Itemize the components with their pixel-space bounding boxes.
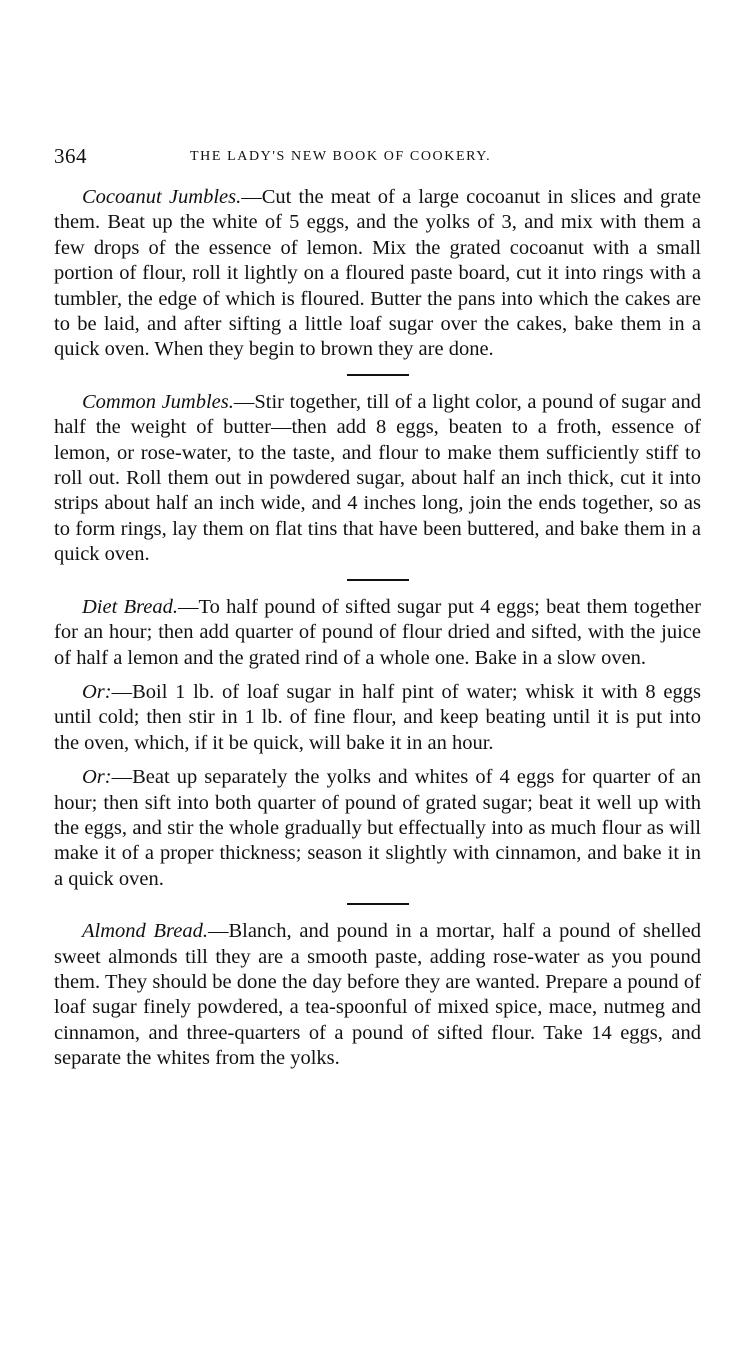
recipe-variant-or-1 <box>54 680 701 756</box>
section-divider <box>347 374 409 376</box>
page-number: 364 <box>54 144 87 168</box>
section-divider <box>347 579 409 581</box>
recipe-title: Or: <box>82 766 112 789</box>
recipe-text: —To half pound of sifted sugar put 4 eggs; beat them together for an hour; then add quarter of pound of flour dried and sifted, with the juice of half a lemon and the grated rind of a whole one. Bake in a slow oven. <box>54 595 701 669</box>
recipe-title: Or: <box>82 680 112 703</box>
recipe-common-jumbles <box>54 390 701 568</box>
page-header <box>54 144 704 170</box>
recipe-title: Diet Bread. <box>82 595 179 618</box>
recipe-text: —Stir together, till of a light color, a pound of sugar and half the weight of butter—then add 8 eggs, beaten to a froth, essence of lemon, or rose-water, to the taste, and flour to make them sufficiently stiff to roll out. Roll them out in powdered sugar, about half an inch thick, cut it into strips about half an inch wide, and 4 inches long, join the ends together, so as to form rings, lay them on flat tins that have been buttered, and bake them in a quick oven. <box>54 390 701 566</box>
section-divider <box>347 903 409 905</box>
recipe-diet-bread <box>54 595 701 671</box>
page-body <box>54 185 701 1072</box>
recipe-title: Almond Bread. <box>82 920 208 943</box>
recipe-cocoanut-jumbles <box>54 185 701 363</box>
recipe-text: —Beat up separately the yolks and whites of 4 eggs for quarter of an hour; then sift into both quarter of pound of grated sugar; beat it well up with the eggs, and stir the whole gradually but effectually into as much flour as will make it of a proper thickness; season it slightly with cinnamon, and bake it in a quick oven. <box>54 766 701 890</box>
recipe-title: Cocoanut Jumbles. <box>82 186 242 208</box>
recipe-text: —Boil 1 lb. of loaf sugar in half pint of water; whisk it with 8 eggs until cold; then stir in 1 lb. of fine flour, and keep beating until it is put into the oven, which, if it be quick, will bake it in an hour. <box>54 680 701 754</box>
recipe-almond-bread <box>54 919 701 1071</box>
running-head: THE LADY'S NEW BOOK OF COOKERY. <box>190 149 492 164</box>
recipe-title: Common Jumbles. <box>82 390 234 413</box>
recipe-text: —Cut the meat of a large cocoanut in slices and grate them. Beat up the white of 5 eggs, and the yolks of 3, and mix with them a few drops of the essence of lemon. Mix the grated cocoanut with a small portion of flour, roll it lightly on a floured paste board, cut it into rings with a tumbler, the edge of which is floured. Butter the pans into which the cakes are to be laid, and after sifting a little loaf sugar over the cakes, bake them in a quick oven. When they begin to brown they are done. <box>54 186 701 361</box>
recipe-variant-or-2 <box>54 765 701 892</box>
recipe-text: —Blanch, and pound in a mortar, half a pound of shelled sweet almonds till they are a smooth paste, adding rose-water as you pound them. They should be done the day before they are wanted. Prepare a pound of loaf sugar finely powdered, a tea-spoonful of mixed spice, mace, nutmeg and cinnamon, and three-quarters of a pound of sifted flour. Take 14 eggs, and separate the whites from the yolks. <box>54 920 701 1070</box>
